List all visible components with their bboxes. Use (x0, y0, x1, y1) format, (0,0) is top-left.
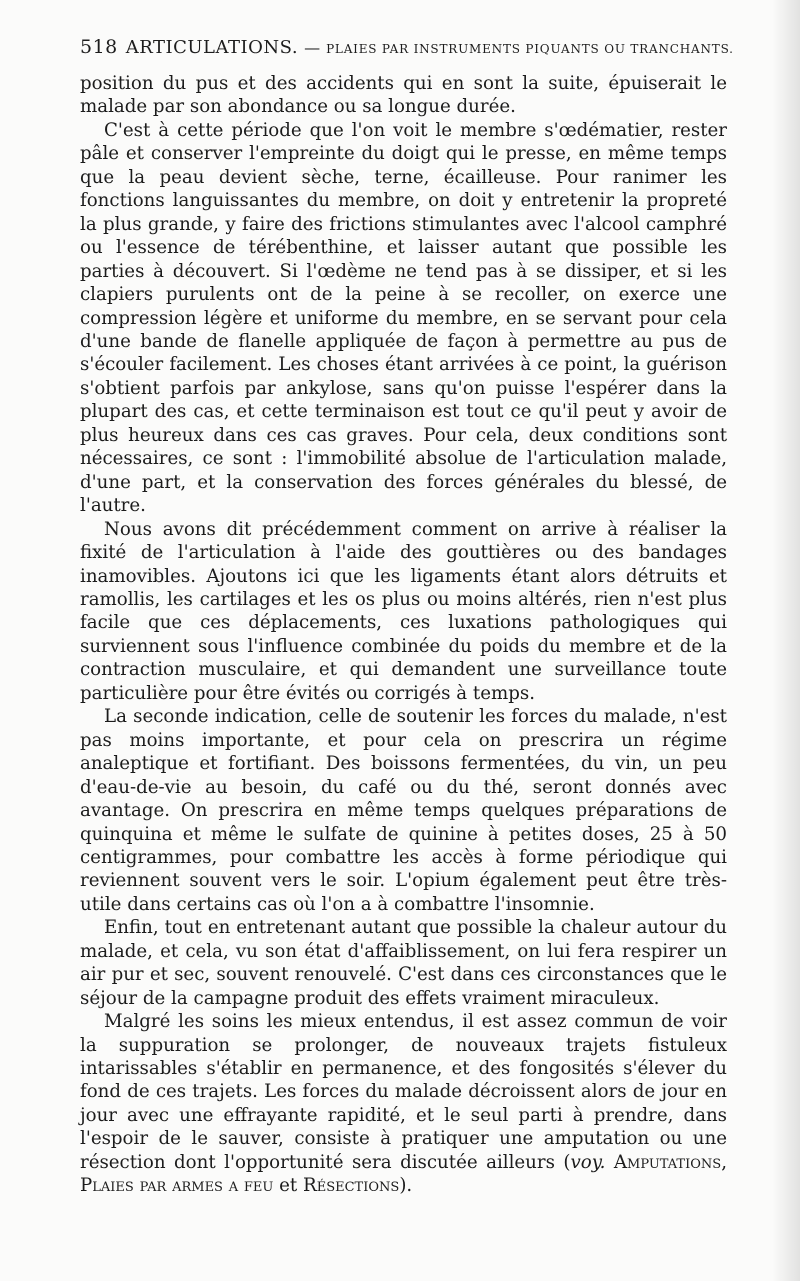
paragraph-2: C'est à cette période que l'on voit le membre s'œdématier, rester pâle et conserver l'empreinte du doigt qui le presse, en même temps que la peau devient sèche, terne, écailleuse. Pour ranimer les fonctions languissantes du membre, on doit y entretenir la propreté la plus grande, y faire des frictions stimulantes avec l'alcool camphré ou l'essence de térébenthine, et laisser autant que possible les parties à découvert. Si l'œdème ne tend pas à se dissiper, et si les clapiers purulents ont de la peine à se recoller, on exerce une compression légère et uniforme du membre, en se servant pour cela d'une bande de flanelle appliquée de façon à permettre au pus de s'écouler facilement. Les choses étant arrivées à ce point, la guérison s'obtient parfois par ankylose, sans qu'on puisse l'espérer dans la plupart des cas, et cette terminaison est tout ce qu'il peut y avoir de plus heureux dans ces cas graves. Pour cela, deux conditions sont nécessaires, ce sont : l'immobilité absolue de l'articulation malade, d'une part, et la conservation des forces générales du blessé, de l'autre. (80, 119, 727, 517)
ref-sep-1: , (721, 1151, 727, 1173)
ref-plaies-armes-feu: Plaies par armes a feu (80, 1175, 274, 1197)
header-subtitle: PLAIES PAR INSTRUMENTS PIQUANTS OU TRANCHANTS. (326, 42, 734, 56)
running-header (80, 36, 740, 66)
paragraph-4: La seconde indication, celle de soutenir les forces du malade, n'est pas moins importante, et pour cela on prescrira un régime analeptique et fortifiant. Des boissons fermentées, du vin, un peu d'eau-de-vie au besoin, du café ou du thé, seront donnés avec avantage. On prescrira en même temps quelques préparations de quinquina et même le sulfate de quinine à petites doses, 25 à 50 centigrammes, pour combattre les accès à forme périodique qui reviennent souvent vers le soir. L'opium également peut être très-utile dans certains cas où l'on a à combattre l'insomnie. (80, 706, 727, 915)
paragraph-6 (80, 1010, 727, 1198)
paragraph-5: Enfin, tout en entretenant autant que possible la chaleur autour du malade, et cela, vu son état d'affaiblissement, on lui fera respirer un air pur et sec, souvent renouvelé. C'est dans ces circonstances que le séjour de la campagne produit des effets vraiment miraculeux. (80, 917, 727, 1009)
page-edge-shadow (772, 0, 800, 1281)
ref-end: ). (399, 1175, 413, 1197)
paragraph-1: position du pus et des accidents qui en sont la suite, épuiserait le malade par son abondance ou sa longue durée. (80, 73, 727, 118)
ref-sep-2: et (273, 1175, 304, 1197)
header-dash: — (304, 38, 321, 57)
section-title: ARTICULATIONS. (125, 37, 299, 58)
ref-resections: Résections (303, 1175, 400, 1197)
body-text (80, 72, 727, 1198)
ref-amputations: Amputations (613, 1151, 722, 1173)
paragraph-3: Nous avons dit précédemment comment on arrive à réaliser la fixité de l'articulation à l'aide des gouttières ou des bandages inamovibles. Ajoutons ici que les ligaments étant alors détruits et ramollis, les cartilages et les os plus ou moins altérés, rien n'est plus facile que ces déplacements, ces luxations pathologiques qui surviennent sous l'influence combinée du poids du membre et de la contraction musculaire, et qui demandent une surveillance toute particulière pour être évités ou corrigés à temps. (80, 518, 727, 704)
page-number: 518 (80, 36, 118, 58)
ref-voy: voy. (570, 1151, 606, 1173)
paragraph-6-text: Malgré les soins les mieux entendus, il est assez commun de voir la suppuration se prolonger, de nouveaux trajets fistuleux intarissables s'établir en permanence, et des fongosités s'élever du fond de ces trajets. Les forces du malade décroissent alors de jour en jour avec une effrayante rapidité, et le seul parti à prendre, dans l'espoir de le sauver, consiste à pratiquer une amputation ou une résection dont l'opportunité sera discutée ailleurs ( (80, 1011, 727, 1173)
